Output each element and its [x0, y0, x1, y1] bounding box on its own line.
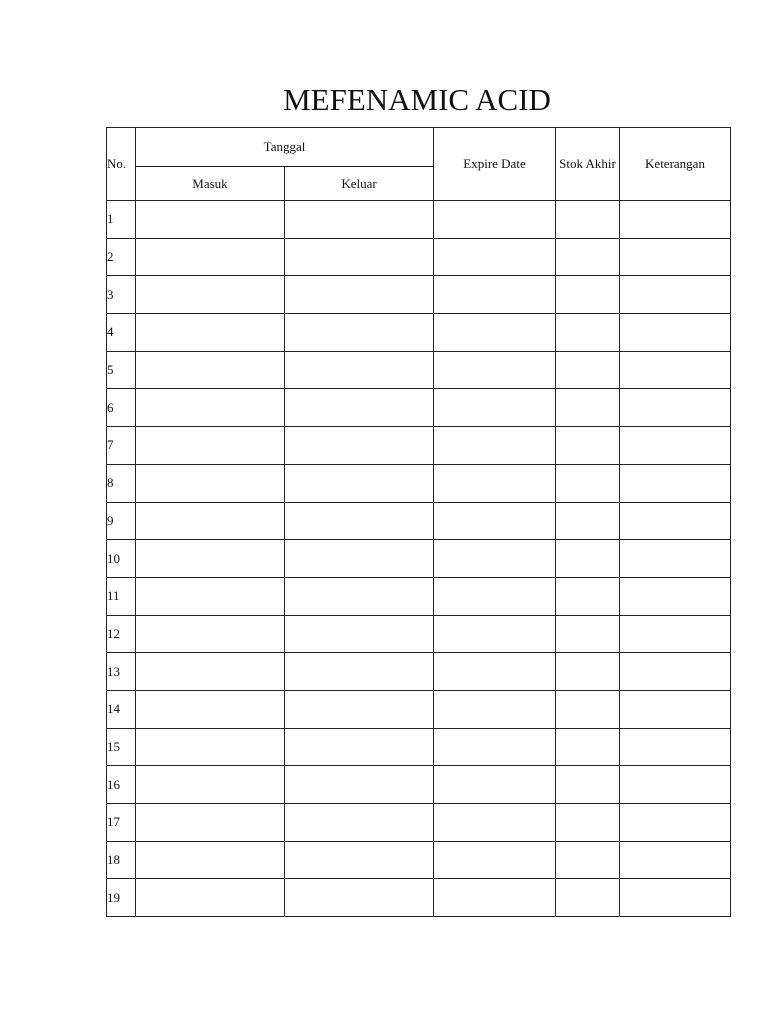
row-number: 6 [107, 389, 136, 427]
cell-keluar[interactable] [285, 427, 434, 465]
row-number: 11 [107, 577, 136, 615]
cell-stok-akhir[interactable] [556, 728, 620, 766]
table-row [107, 577, 731, 615]
cell-keluar[interactable] [285, 653, 434, 691]
row-number: 12 [107, 615, 136, 653]
cell-keluar[interactable] [285, 540, 434, 578]
cell-stok-akhir[interactable] [556, 427, 620, 465]
cell-keterangan[interactable] [620, 502, 731, 540]
cell-keluar[interactable] [285, 690, 434, 728]
cell-expire-date[interactable] [434, 276, 556, 314]
cell-keterangan[interactable] [620, 276, 731, 314]
table-row [107, 728, 731, 766]
table-row [107, 653, 731, 691]
header-expire-date: Expire Date [434, 128, 556, 201]
row-number: 10 [107, 540, 136, 578]
cell-keterangan[interactable] [620, 577, 731, 615]
table-body [107, 201, 731, 917]
cell-keluar[interactable] [285, 351, 434, 389]
header-tanggal: Tanggal [136, 128, 434, 167]
cell-keterangan[interactable] [620, 804, 731, 842]
cell-stok-akhir[interactable] [556, 276, 620, 314]
table-row [107, 690, 731, 728]
cell-masuk[interactable] [136, 841, 285, 879]
header-masuk: Masuk [136, 167, 285, 201]
cell-keterangan[interactable] [620, 728, 731, 766]
row-number: 17 [107, 804, 136, 842]
stock-table [106, 127, 731, 917]
cell-keterangan[interactable] [620, 351, 731, 389]
cell-keluar[interactable] [285, 276, 434, 314]
row-number: 18 [107, 841, 136, 879]
cell-stok-akhir[interactable] [556, 690, 620, 728]
table-row [107, 804, 731, 842]
cell-masuk[interactable] [136, 201, 285, 239]
cell-stok-akhir[interactable] [556, 879, 620, 917]
cell-expire-date[interactable] [434, 653, 556, 691]
header-keterangan: Keterangan [620, 128, 731, 201]
cell-keluar[interactable] [285, 314, 434, 352]
cell-expire-date[interactable] [434, 728, 556, 766]
cell-expire-date[interactable] [434, 502, 556, 540]
cell-keluar[interactable] [285, 728, 434, 766]
cell-keterangan[interactable] [620, 389, 731, 427]
table-row [107, 879, 731, 917]
row-number: 15 [107, 728, 136, 766]
cell-keluar[interactable] [285, 389, 434, 427]
cell-masuk[interactable] [136, 879, 285, 917]
cell-masuk[interactable] [136, 540, 285, 578]
table-row [107, 464, 731, 502]
cell-expire-date[interactable] [434, 841, 556, 879]
table-row [107, 201, 731, 239]
table-row [107, 389, 731, 427]
table-row [107, 502, 731, 540]
cell-stok-akhir[interactable] [556, 841, 620, 879]
cell-expire-date[interactable] [434, 464, 556, 502]
cell-masuk[interactable] [136, 464, 285, 502]
cell-keterangan[interactable] [620, 540, 731, 578]
header-stok-akhir: Stok Akhir [556, 128, 620, 201]
cell-stok-akhir[interactable] [556, 201, 620, 239]
cell-keluar[interactable] [285, 766, 434, 804]
cell-masuk[interactable] [136, 766, 285, 804]
cell-masuk[interactable] [136, 577, 285, 615]
cell-expire-date[interactable] [434, 540, 556, 578]
row-number: 1 [107, 201, 136, 239]
cell-keterangan[interactable] [620, 766, 731, 804]
table-row [107, 276, 731, 314]
cell-masuk[interactable] [136, 389, 285, 427]
page-title: MEFENAMIC ACID [283, 82, 551, 117]
cell-keluar[interactable] [285, 577, 434, 615]
row-number: 16 [107, 766, 136, 804]
cell-stok-akhir[interactable] [556, 804, 620, 842]
cell-masuk[interactable] [136, 653, 285, 691]
cell-keluar[interactable] [285, 615, 434, 653]
cell-expire-date[interactable] [434, 615, 556, 653]
cell-expire-date[interactable] [434, 389, 556, 427]
cell-masuk[interactable] [136, 314, 285, 352]
cell-keterangan[interactable] [620, 653, 731, 691]
cell-masuk[interactable] [136, 276, 285, 314]
cell-expire-date[interactable] [434, 879, 556, 917]
cell-expire-date[interactable] [434, 690, 556, 728]
row-number: 14 [107, 690, 136, 728]
cell-masuk[interactable] [136, 615, 285, 653]
cell-stok-akhir[interactable] [556, 615, 620, 653]
table-row [107, 540, 731, 578]
cell-expire-date[interactable] [434, 577, 556, 615]
cell-masuk[interactable] [136, 238, 285, 276]
cell-masuk[interactable] [136, 351, 285, 389]
cell-keluar[interactable] [285, 841, 434, 879]
cell-stok-akhir[interactable] [556, 314, 620, 352]
row-number: 8 [107, 464, 136, 502]
cell-keluar[interactable] [285, 502, 434, 540]
row-number: 5 [107, 351, 136, 389]
cell-keterangan[interactable] [620, 238, 731, 276]
cell-expire-date[interactable] [434, 766, 556, 804]
cell-expire-date[interactable] [434, 804, 556, 842]
table-row [107, 238, 731, 276]
cell-keterangan[interactable] [620, 201, 731, 239]
cell-masuk[interactable] [136, 728, 285, 766]
header-no: No. [107, 128, 136, 201]
cell-expire-date[interactable] [434, 427, 556, 465]
cell-stok-akhir[interactable] [556, 351, 620, 389]
cell-keterangan[interactable] [620, 464, 731, 502]
cell-expire-date[interactable] [434, 351, 556, 389]
cell-keterangan[interactable] [620, 427, 731, 465]
cell-stok-akhir[interactable] [556, 653, 620, 691]
cell-keterangan[interactable] [620, 879, 731, 917]
cell-stok-akhir[interactable] [556, 766, 620, 804]
cell-masuk[interactable] [136, 804, 285, 842]
cell-keterangan[interactable] [620, 615, 731, 653]
table-row [107, 427, 731, 465]
row-number: 3 [107, 276, 136, 314]
cell-keterangan[interactable] [620, 841, 731, 879]
cell-keterangan[interactable] [620, 690, 731, 728]
table-row [107, 766, 731, 804]
cell-keluar[interactable] [285, 201, 434, 239]
table-row [107, 615, 731, 653]
cell-masuk[interactable] [136, 690, 285, 728]
cell-stok-akhir[interactable] [556, 464, 620, 502]
row-number: 9 [107, 502, 136, 540]
cell-keluar[interactable] [285, 464, 434, 502]
cell-expire-date[interactable] [434, 314, 556, 352]
row-number: 13 [107, 653, 136, 691]
header-keluar: Keluar [285, 167, 434, 201]
table-row [107, 314, 731, 352]
cell-stok-akhir[interactable] [556, 502, 620, 540]
cell-expire-date[interactable] [434, 201, 556, 239]
cell-stok-akhir[interactable] [556, 389, 620, 427]
cell-keterangan[interactable] [620, 314, 731, 352]
cell-stok-akhir[interactable] [556, 577, 620, 615]
row-number: 19 [107, 879, 136, 917]
cell-keluar[interactable] [285, 879, 434, 917]
row-number: 7 [107, 427, 136, 465]
cell-expire-date[interactable] [434, 238, 556, 276]
cell-stok-akhir[interactable] [556, 238, 620, 276]
table-row [107, 841, 731, 879]
cell-keluar[interactable] [285, 238, 434, 276]
cell-stok-akhir[interactable] [556, 540, 620, 578]
row-number: 4 [107, 314, 136, 352]
row-number: 2 [107, 238, 136, 276]
table-row [107, 351, 731, 389]
cell-masuk[interactable] [136, 502, 285, 540]
cell-masuk[interactable] [136, 427, 285, 465]
cell-keluar[interactable] [285, 804, 434, 842]
